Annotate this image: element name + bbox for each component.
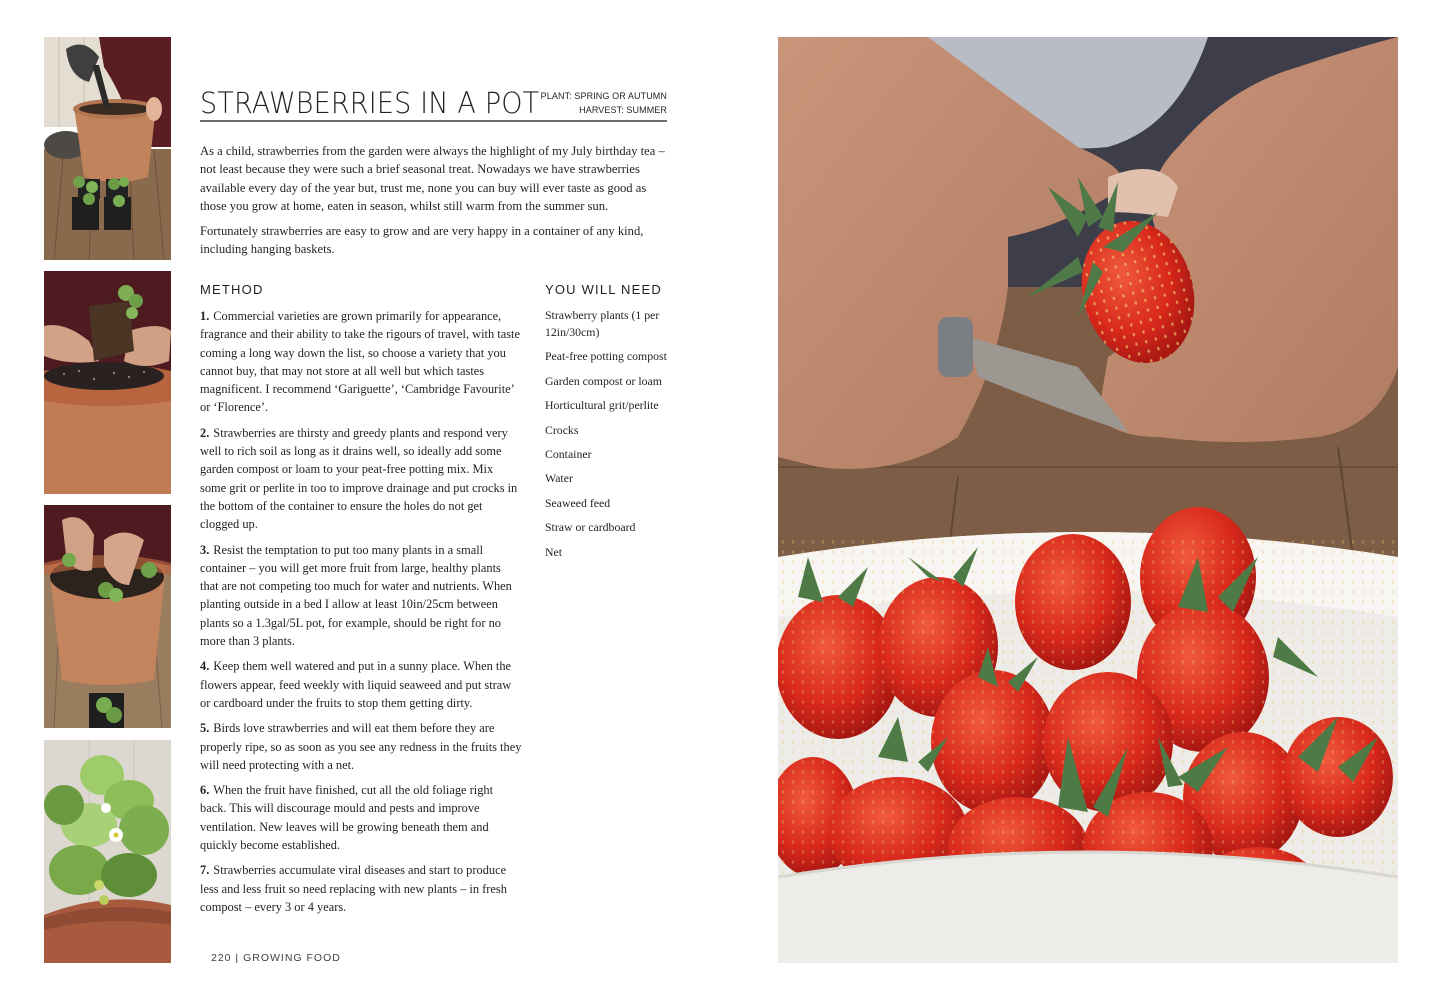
- step-text: Strawberries are thirsty and greedy plants and respond very well to rich soil as long as it drains well, so ideally add some garden compost or loam to your peat-free potting mix. Mix some grit or perlite in too to improve drainage and put crocks in the bottom of the container to ensure the holes do not get clogged up.: [200, 425, 518, 532]
- list-item: Crocks: [545, 422, 579, 437]
- method-section: [200, 282, 522, 923]
- method-step: [200, 307, 522, 417]
- method-step: [200, 861, 522, 916]
- photo-hulling-strawberries: [778, 37, 1398, 963]
- step-number: 3.: [200, 542, 210, 557]
- step-number: 7.: [200, 863, 210, 878]
- photo-holding-plug: [44, 271, 171, 494]
- photo-holding-plug-image: [44, 271, 171, 494]
- list-item: Strawberry plants (1 per 12in/30cm): [545, 308, 660, 339]
- list-item: Container: [545, 446, 592, 461]
- step-number: 4.: [200, 659, 210, 674]
- photo-hulling-strawberries-image: [778, 37, 1398, 963]
- step-number: 2.: [200, 425, 210, 440]
- you-will-need-heading: YOU WILL NEED: [545, 282, 662, 297]
- photo-pouring-grit: [44, 37, 171, 260]
- list-item: Garden compost or loam: [545, 373, 662, 388]
- list-item: Straw or cardboard: [545, 520, 636, 535]
- step-text: Resist the temptation to put too many plants in a small container – you will get more fruit from large, healthy plants that are not competing too much for water and nutrients. When planting outside in a bed I allow at least 10in/25cm between plants so a 1.3gal/5L pot, for example, should be right for no more than 3 plants.: [200, 542, 512, 649]
- plant-season: PLANT: SPRING OR AUTUMN: [540, 91, 667, 101]
- step-text: Keep them well watered and put in a sunny place. When the flowers appear, feed weekly with liquid seaweed and put straw or cardboard under the fruits to stop them getting dirty.: [200, 659, 512, 710]
- method-step: [200, 781, 522, 854]
- season-info: [541, 89, 667, 117]
- method-heading: METHOD: [200, 282, 264, 297]
- photo-planting: [44, 505, 171, 728]
- step-number: 5.: [200, 721, 210, 736]
- method-step: [200, 657, 522, 712]
- step-number: 1.: [200, 309, 210, 323]
- method-step: [200, 719, 522, 774]
- method-step: [200, 424, 522, 534]
- intro-paragraph: Fortunately strawberries are easy to grow and are very happy in a container of any kind, including hanging baskets.: [200, 224, 644, 257]
- list-item: Peat-free potting compost: [545, 349, 667, 364]
- title-block: [200, 86, 667, 122]
- you-will-need-section: [545, 282, 675, 568]
- method-step: [200, 541, 522, 651]
- list-item: Horticultural grit/perlite: [545, 398, 659, 413]
- step-text: Commercial varieties are grown primarily for appearance, fragrance and their ability to take the rigours of travel, with taste coming a long way down the list, so choose a variety that you cannot buy, that may not store at all well but which tastes magnificent. I recommend ‘Gariguette’, ‘Cambridge Favourite’ or ‘Florence’.: [200, 309, 520, 415]
- step-text: Birds love strawberries and will eat them before they are properly ripe, so as soon as you see any redness in the fruits they will need protecting with a net.: [200, 721, 522, 772]
- list-item: Net: [545, 544, 563, 559]
- step-number: 6.: [200, 783, 210, 798]
- intro-text: [200, 142, 668, 266]
- page-title: STRAWBERRIES IN A POT: [200, 86, 540, 120]
- list-item: Seaweed feed: [545, 495, 611, 510]
- harvest-season: HARVEST: SUMMER: [579, 105, 667, 115]
- list-item: Water: [545, 471, 573, 486]
- intro-paragraph: As a child, strawberries from the garden were always the highlight of my July birthday tea – not least because they were such a brief seasonal treat. Nowadays we have strawberries available every day of the year but, trust me, none you can buy will ever taste as good as those you grow at home, eaten in season, whilst still warm from the summer sun.: [200, 144, 665, 213]
- page-folio: 220 | GROWING FOOD: [211, 952, 341, 964]
- photo-planting-image: [44, 505, 171, 728]
- photo-pouring-grit-image: [44, 37, 171, 260]
- photo-flowering-plant: [44, 740, 171, 963]
- step-text: When the fruit have finished, cut all the old foliage right back. This will discourage mould and pests and improve ventilation. New leaves will be growing beneath them and quickly become established.: [200, 783, 494, 853]
- photo-flowering-plant-image: [44, 740, 171, 963]
- step-text: Strawberries accumulate viral diseases and start to produce less and less fruit so need replacing with new plants – in fresh compost – every 3 or 4 years.: [200, 863, 507, 914]
